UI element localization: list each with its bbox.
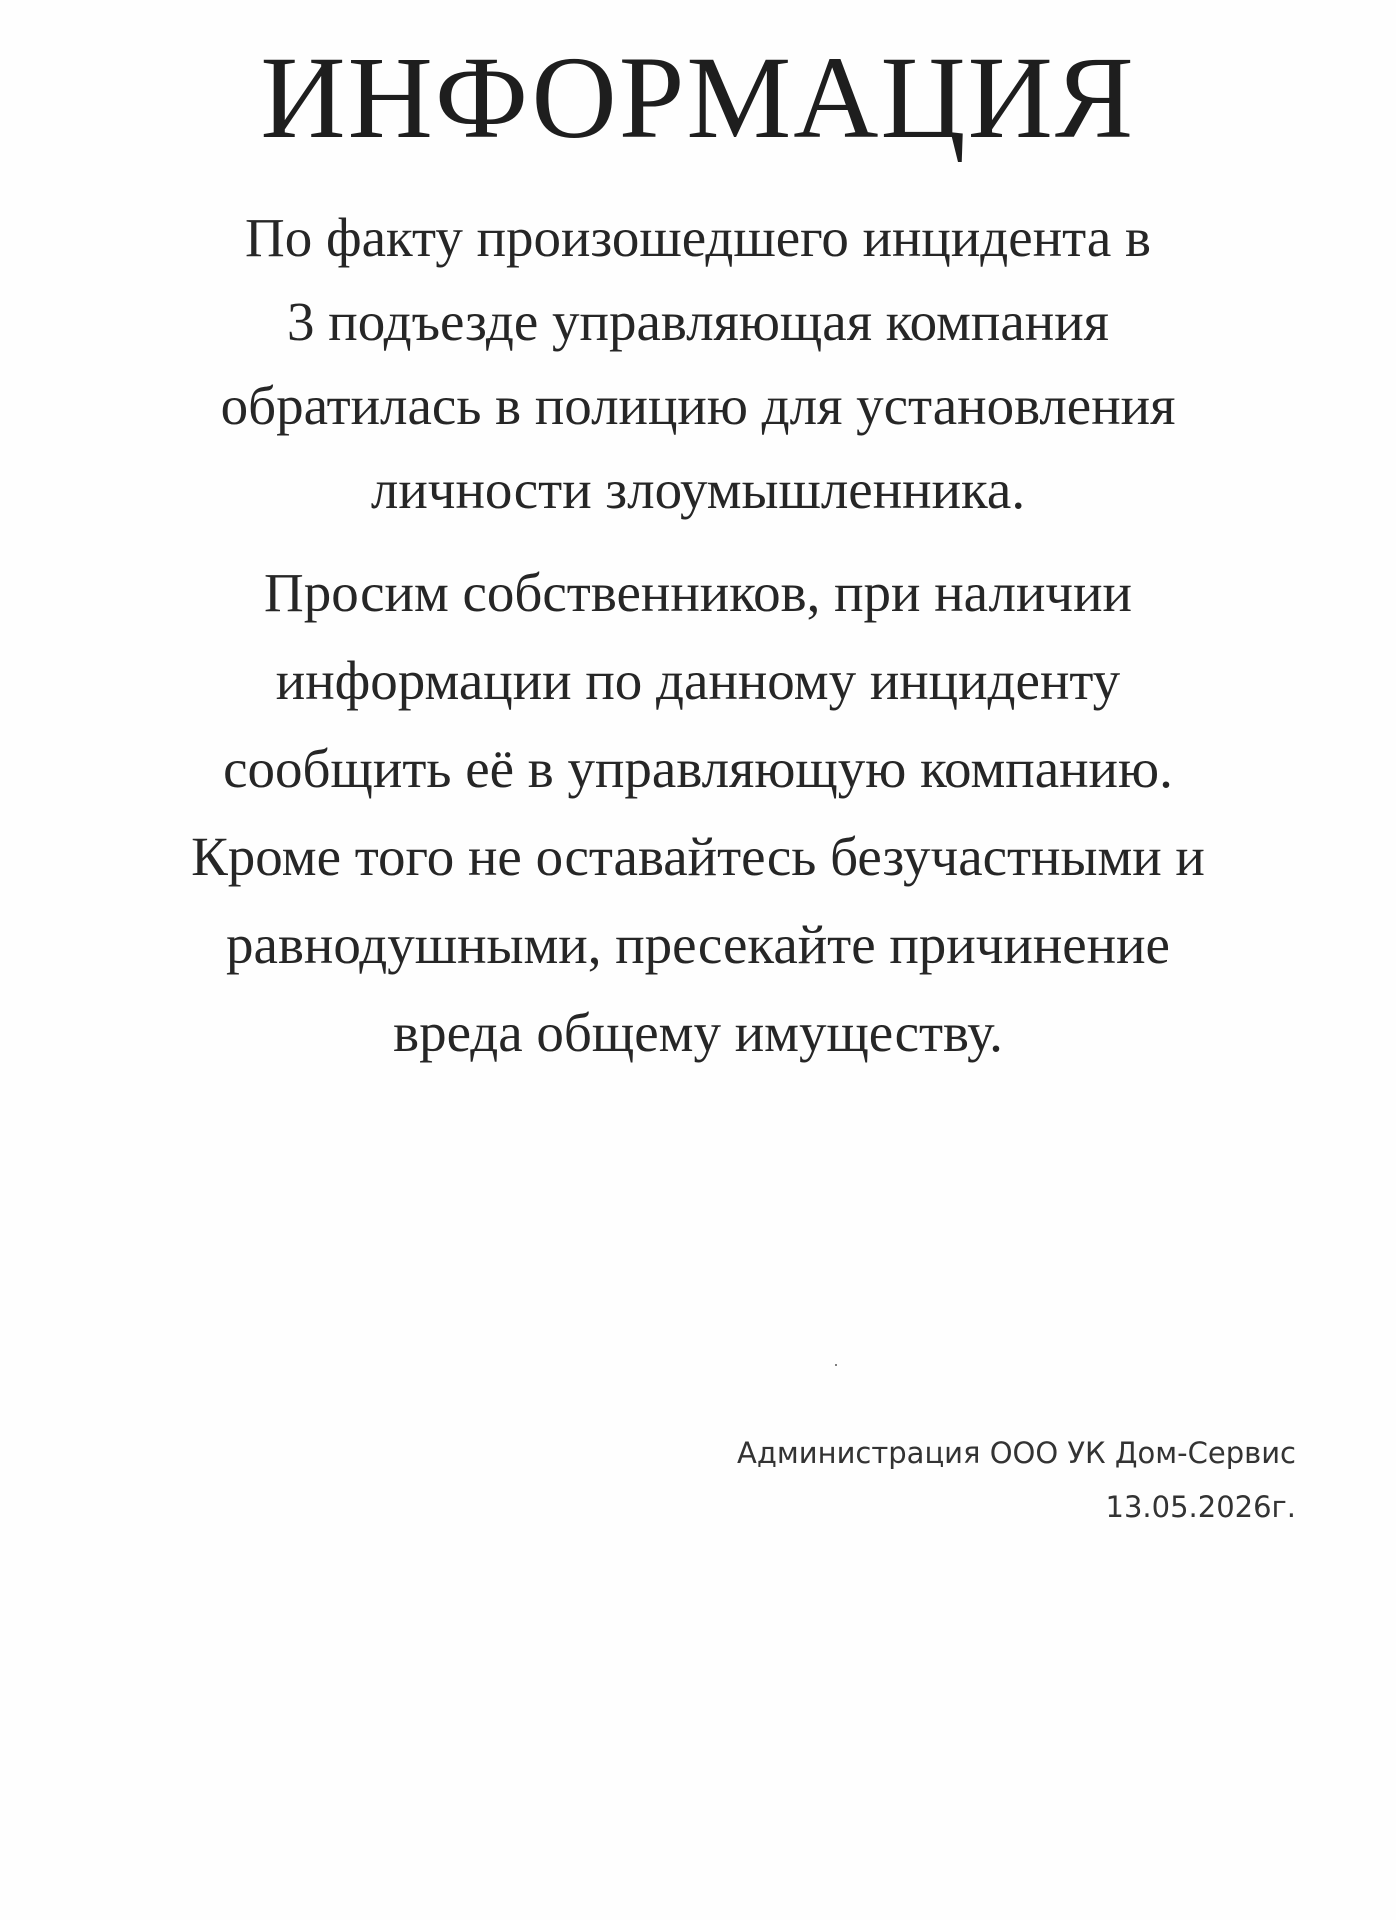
paragraph-line: обратилась в полицию для установления xyxy=(220,375,1176,436)
paragraph-line: По факту произошедшего инцидента в xyxy=(245,207,1151,268)
incident-paragraph xyxy=(0,196,1396,532)
paragraph-line: Просим собственников, при наличии xyxy=(264,562,1132,623)
paragraph-line: личности злоумышленника. xyxy=(370,459,1026,520)
notice-heading: ИНФОРМАЦИЯ xyxy=(260,32,1136,163)
paragraph-line: Кроме того не оставайтесь безучастными и xyxy=(191,826,1205,887)
signature-block xyxy=(737,1426,1296,1534)
signature-date: 13.05.2026г. xyxy=(1105,1490,1296,1524)
paragraph-line: сообщить её в управляющую компанию. xyxy=(223,738,1173,799)
paragraph-line: вреда общему имуществу. xyxy=(393,1002,1003,1063)
paragraph-line: информации по данному инциденту xyxy=(275,650,1121,711)
request-paragraph xyxy=(0,549,1396,1077)
signature-organization: Администрация ООО УК Дом-Сервис xyxy=(737,1436,1296,1470)
scan-speck xyxy=(835,1364,837,1366)
paragraph-line: равнодушными, пресекайте причинение xyxy=(226,914,1170,975)
paragraph-line: 3 подъезде управляющая компания xyxy=(287,291,1109,352)
